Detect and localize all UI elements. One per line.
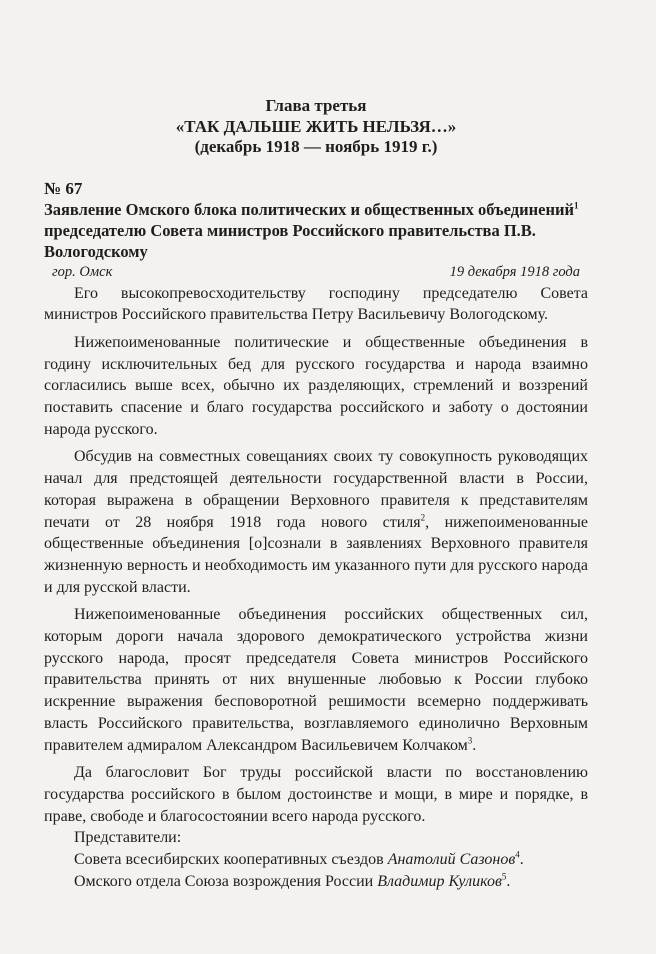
chapter-title: «ТАК ДАЛЬШЕ ЖИТЬ НЕЛЬЗЯ…» xyxy=(175,116,457,136)
address-paragraph: Его высокопревосходительству господину председателю Совета министров Российского правительства Петру Васильевичу Вологодскому. xyxy=(44,284,588,324)
signature-line xyxy=(44,871,588,893)
document-title xyxy=(44,199,588,262)
footnote-ref-1: 1 xyxy=(574,200,579,210)
signature-organization: Омского отдела Союза возрождения России xyxy=(74,872,378,890)
document-page xyxy=(44,96,588,892)
place-date-line xyxy=(44,262,588,283)
document-title-part2: председателю Совета министров Российского правительства П.В. Вологодскому xyxy=(44,220,536,261)
document-place: гор. Омск xyxy=(52,263,113,280)
body-paragraph: Нижепоименованные политические и общественные объединения в годину исключительных бед для русского государства и народа взаимно согласились выше всех, обычно их разделяющих, стремлений и воззрений поставить спасение и благо государства российского и заботу о достоянии народа русского. xyxy=(44,333,588,438)
representatives-label: Представители: xyxy=(74,829,182,847)
chapter-period: (декабрь 1918 — ноябрь 1919 г.) xyxy=(194,137,438,156)
signature-end: . xyxy=(519,851,524,869)
signature-organization: Совета всесибирских кооперативных съездов xyxy=(74,851,388,869)
footnote-ref-5: 5 xyxy=(501,871,507,882)
document-date: 19 декабря 1918 года xyxy=(449,263,580,280)
signature-end: . xyxy=(506,872,511,890)
body-paragraph-part: Обсудив на совместных совещаниях своих ту совокупность руководящих начал для предстоящей деятельности государственной власти в России, которая выражена в обращении Верховного правителя к представителям печати от 28 ноября 1918 года нового стиля xyxy=(44,448,588,531)
signature-line xyxy=(44,849,588,871)
footnote-ref-3: 3 xyxy=(467,735,473,746)
document-body xyxy=(44,283,588,893)
body-paragraph xyxy=(44,604,588,756)
signature-name: Анатолий Сазонов xyxy=(387,851,516,869)
chapter-heading xyxy=(44,96,588,158)
footnote-ref-2: 2 xyxy=(420,512,426,523)
body-paragraph-part: , нижепоименованные общественные объединения [о]сознали в заявлениях Верховного правителя жизненную верность и необходимость им указанного пути для русского народа и для русской власти. xyxy=(44,513,589,596)
document-title-part1: Заявление Омского блока политических и общественных объединений xyxy=(44,199,574,219)
chapter-number: Глава третья xyxy=(265,96,367,115)
body-paragraph-part: Нижепоименованные объединения российских общественных сил, которым дороги начала здорового демократического устройства жизни русского народа, просят председателя Совета министров Российского правительства принять от них внушенные любовью к России глубоко искренние выражения бесповоротной решимости всемерно поддерживать власть Российского правительства, возглавляемого единолично Верховным правителем адмиралом Александром Васильевичем Колчаком xyxy=(44,606,588,754)
document-number: № 67 xyxy=(44,178,83,198)
body-paragraph-end: . xyxy=(472,736,477,754)
body-paragraph: Да благословит Бог труды российской власти по восстановлению государства российского в былом достоинстве и мощи, в мире и порядке, в праве, свободе и благосостоянии всего народа русского. xyxy=(44,764,588,825)
signature-name: Владимир Куликов xyxy=(377,872,502,890)
footnote-ref-4: 4 xyxy=(515,849,520,860)
body-paragraph xyxy=(44,446,588,598)
